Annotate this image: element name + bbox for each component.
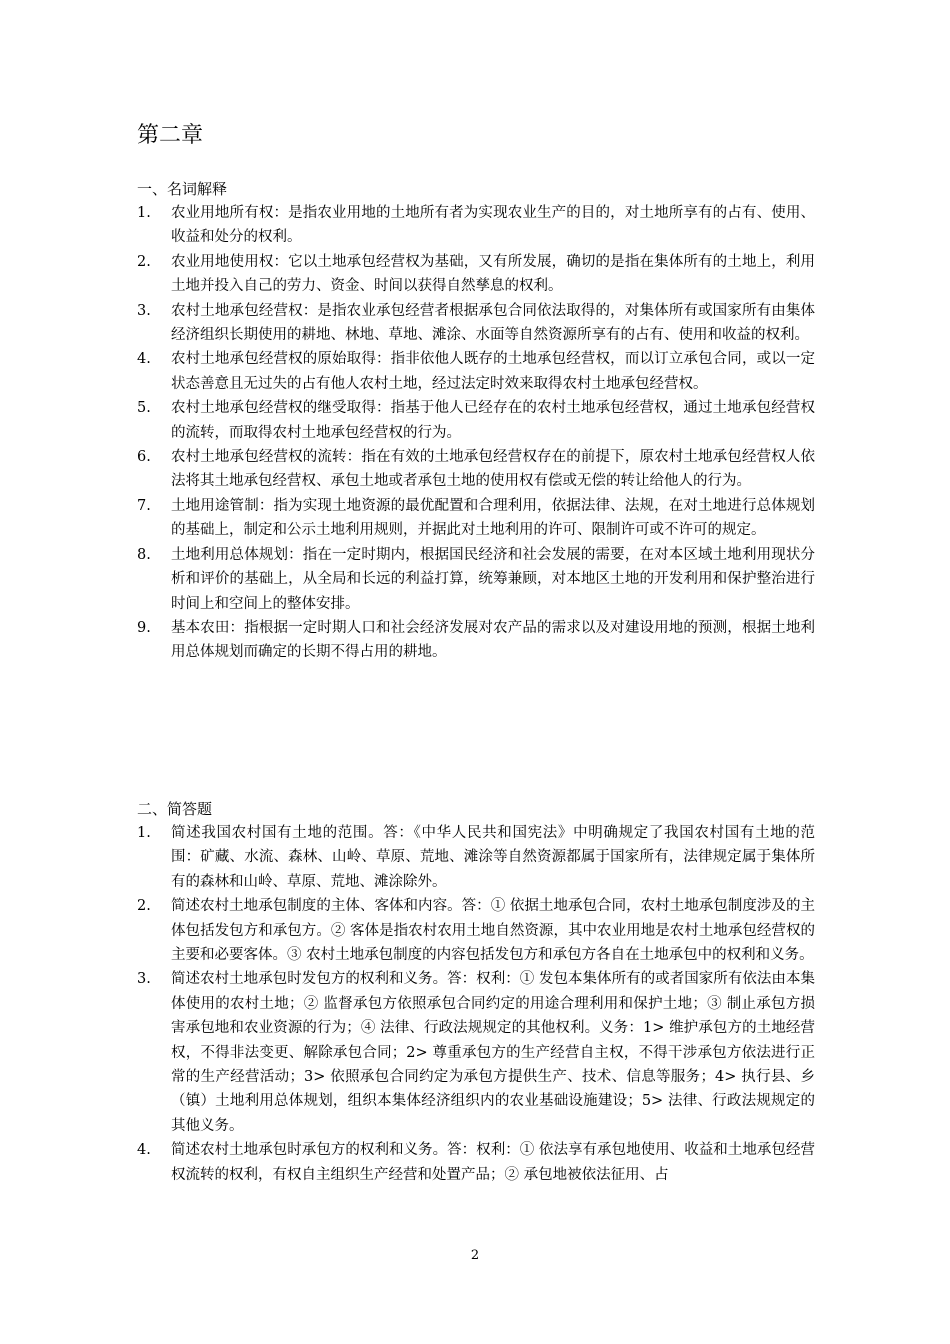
list-item xyxy=(137,396,815,445)
item-number: 1. xyxy=(137,205,151,221)
list-item xyxy=(137,201,815,250)
item-number: 2. xyxy=(137,898,151,915)
item-number: 3. xyxy=(137,302,151,319)
definition-list xyxy=(137,201,815,665)
item-text: 简述我国农村国有土地的范围。答：《中华人民共和国宪法》中明确规定了我国农村国有土地的范围：矿藏、水流、森林、山岭、草原、荒地、滩涂等自然资源都属于国家所有，法律规定属于集体所有的森林和山岭、草原、荒地、滩涂除外。 xyxy=(171,825,815,890)
list-item xyxy=(137,494,815,543)
list-item xyxy=(137,299,815,348)
item-number: 3. xyxy=(137,971,151,988)
list-item xyxy=(137,894,815,967)
item-text: 农村土地承包经营权的继受取得：指基于他人已经存在的农村土地承包经营权，通过土地承包经营权的流转，而取得农村土地承包经营权的行为。 xyxy=(171,400,815,441)
question-list xyxy=(137,821,815,1187)
section-heading: 一、名词解释 xyxy=(137,180,228,198)
section-short-answers xyxy=(137,797,815,1187)
chapter-title: 第二章 xyxy=(137,123,204,148)
item-number: 4. xyxy=(137,351,151,368)
list-item xyxy=(137,347,815,396)
item-text: 农村土地承包经营权的原始取得：指非依他人既存的土地承包经营权，而以订立承包合同，或以一定状态善意且无过失的占有他人农村土地，经过法定时效来取得农村土地承包经营权。 xyxy=(171,351,815,392)
section-heading: 二、简答题 xyxy=(137,800,213,818)
list-item xyxy=(137,543,815,616)
item-text: 农村土地承包经营权的流转：指在有效的土地承包经营权存在的前提下，原农村土地承包经营权人依法将其土地承包经营权、承包土地或者承包土地的使用权有偿或无偿的转让给他人的行为。 xyxy=(171,449,815,490)
item-text: 简述农村土地承包时承包方的权利和义务。答：权利：① 依法享有承包地使用、收益和土地承包经营权流转的权利，有权自主组织生产经营和处置产品；② 承包地被依法征用、占 xyxy=(171,1142,815,1183)
list-item xyxy=(137,821,815,894)
item-text: 农业用地所有权：是指农业用地的土地所有者为实现农业生产的目的，对土地所享有的占有、使用、收益和处分的权利。 xyxy=(171,205,815,246)
item-number: 4. xyxy=(137,1142,151,1159)
item-text: 简述农村土地承包制度的主体、客体和内容。答：① 依据土地承包合同，农村土地承包制度涉及的主体包括发包方和承包方。② 客体是指农村农用土地自然资源，其中农业用地是农村土地承包经营权的主要和必要客体。③ 农村土地承包制度的内容包括发包方和承包方各自在土地承包中的权利和义务。 xyxy=(171,898,815,964)
section-definitions xyxy=(137,177,815,665)
item-number: 6. xyxy=(137,449,151,466)
list-item xyxy=(137,616,815,665)
item-number: 5. xyxy=(137,400,151,417)
item-text: 简述农村土地承包时发包方的权利和义务。答：权利：① 发包本集体所有的或者国家所有依法由本集体使用的农村土地；② 监督承包方依照承包合同约定的用途合理利用和保护土地；③ 制止承包方损害承包地和农业资源的行为；④ 法律、行政法规规定的其他权利。义务：1> 维护承包方的土地经营权，不得非法变更、解除承包合同；2> 尊重承包方的生产经营自主权，不得干涉承包方依法进行正常的生产经营活动；3> 依照承包合同约定为承包方提供生产、技术、信息等服务；4> 执行县、乡（镇）土地利用总体规划，组织本集体经济组织内的农业基础设施建设；5> 法律、行政法规规定的其他义务。 xyxy=(171,971,815,1134)
item-text: 基本农田：指根据一定时期人口和社会经济发展对农产品的需求以及对建设用地的预测，根据土地利用总体规划而确定的长期不得占用的耕地。 xyxy=(171,619,815,661)
item-number: 8. xyxy=(137,546,151,563)
list-item xyxy=(137,250,815,299)
item-text: 土地用途管制：指为实现土地资源的最优配置和合理利用，依据法律、法规，在对土地进行总体规划的基础上，制定和公示土地利用规则，并据此对土地利用的许可、限制许可或不许可的规定。 xyxy=(171,497,815,539)
page-number: 2 xyxy=(470,1248,480,1263)
item-number: 7. xyxy=(137,497,151,514)
item-number: 9. xyxy=(137,619,151,636)
item-number: 1. xyxy=(137,825,151,841)
list-item xyxy=(137,967,815,1138)
item-text: 农村土地承包经营权：是指农业承包经营者根据承包合同依法取得的，对集体所有或国家所有由集体经济组织长期使用的耕地、林地、草地、滩涂、水面等自然资源所享有的占有、使用和收益的权利。 xyxy=(171,302,815,344)
item-number: 2. xyxy=(137,253,151,270)
list-item xyxy=(137,445,815,494)
list-item xyxy=(137,1138,815,1187)
item-text: 土地利用总体规划：指在一定时期内，根据国民经济和社会发展的需要，在对本区域土地利用现状分析和评价的基础上，从全局和长远的利益打算，统筹兼顾，对本地区土地的开发利用和保护整治进行时间上和空间上的整体安排。 xyxy=(171,546,815,612)
item-text: 农业用地使用权：它以土地承包经营权为基础，又有所发展，确切的是指在集体所有的土地上，利用土地并投入自己的劳力、资金、时间以获得自然孳息的权利。 xyxy=(171,253,815,295)
